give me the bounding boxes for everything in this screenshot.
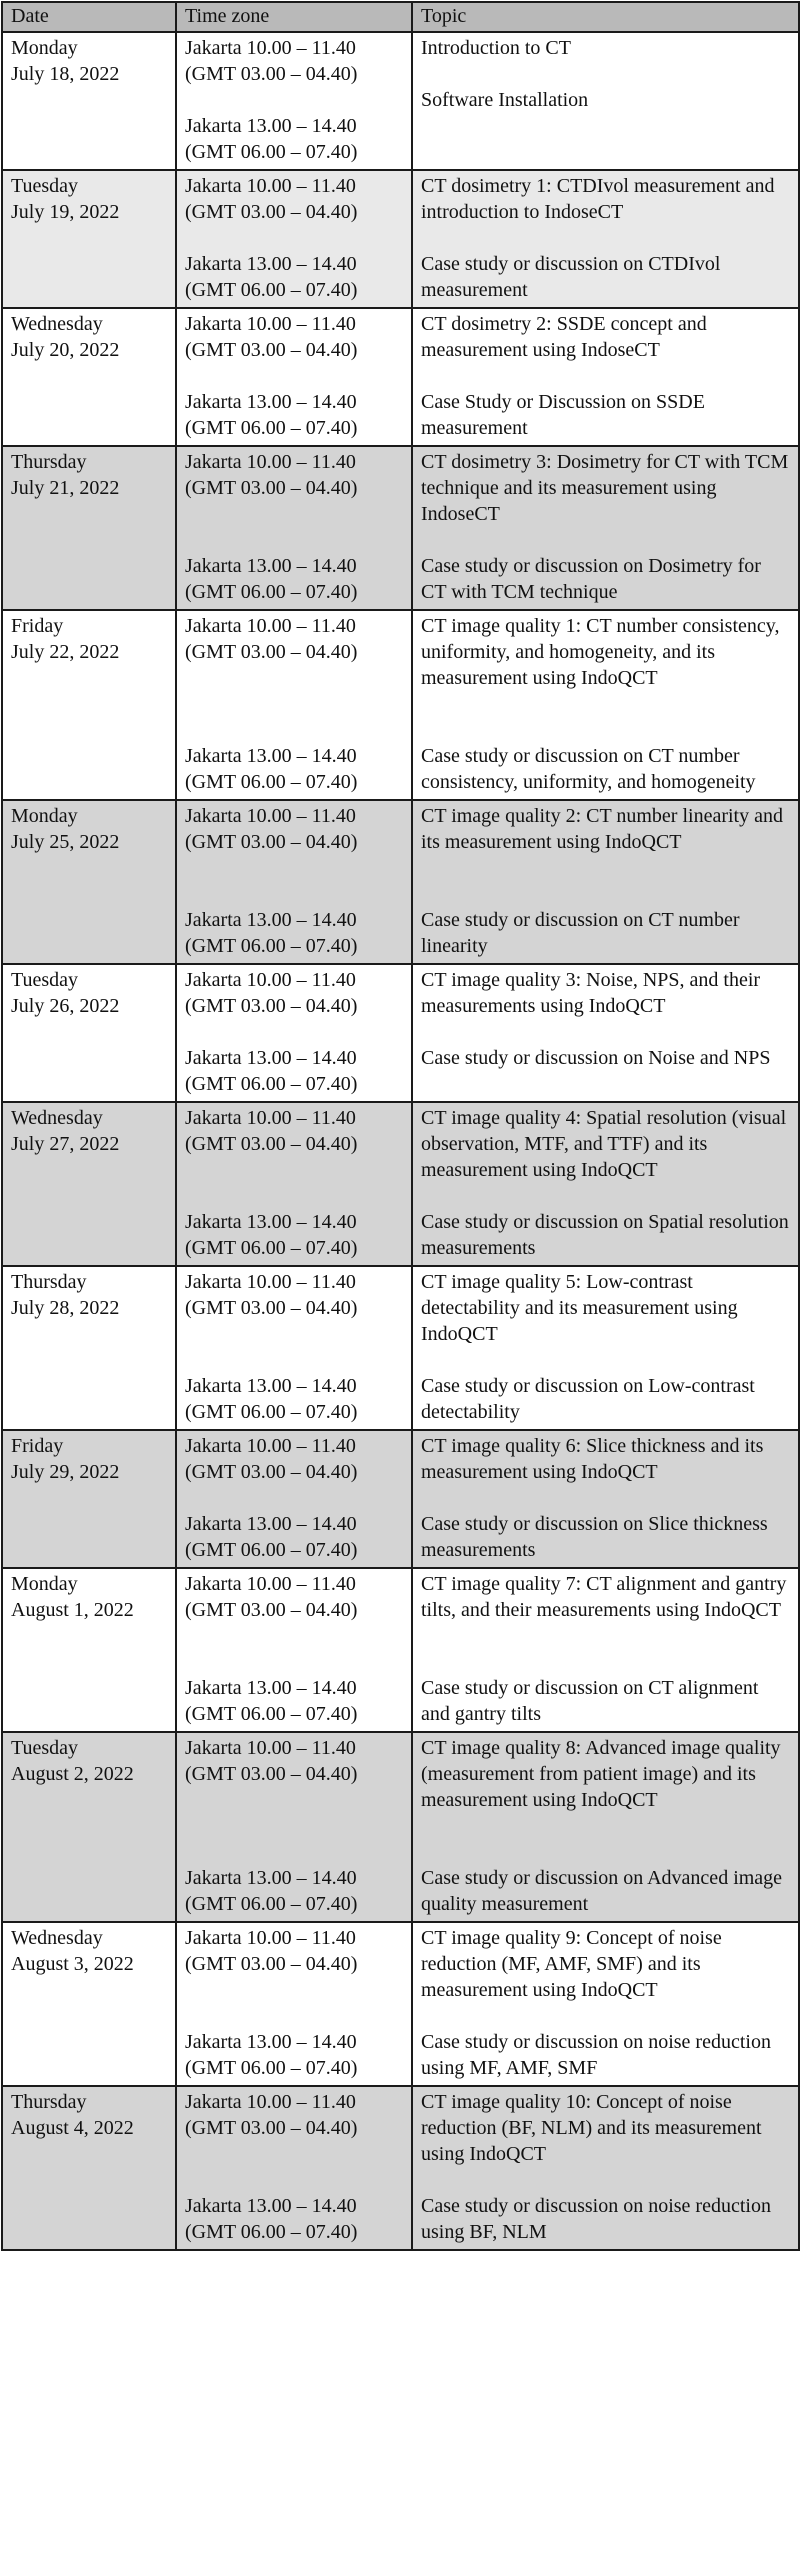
morning-topic: CT image quality 2: CT number linearity and its measurement using IndoQCT xyxy=(421,805,783,853)
topic-cell xyxy=(412,800,799,964)
afternoon-gmt-time: (GMT 06.00 – 07.40) xyxy=(185,141,358,163)
time-zone-cell xyxy=(176,446,412,610)
afternoon-gmt-time: (GMT 06.00 – 07.40) xyxy=(185,2221,358,2243)
time-zone-cell xyxy=(176,1732,412,1922)
afternoon-jakarta-time: Jakarta 13.00 – 14.40 xyxy=(185,2031,357,2053)
afternoon-gmt-time: (GMT 06.00 – 07.40) xyxy=(185,1073,358,1095)
morning-topic: Introduction to CT xyxy=(421,37,571,59)
morning-gmt-time: (GMT 03.00 – 04.40) xyxy=(185,477,358,499)
afternoon-topic: Case study or discussion on CT alignment and gantry tilts xyxy=(421,1677,759,1725)
morning-slot xyxy=(185,173,403,225)
afternoon-topic: Case study or discussion on Dosimetry for CT with TCM technique xyxy=(421,555,761,603)
afternoon-topic: Case study or discussion on Low-contrast detectability xyxy=(421,1375,755,1423)
morning-slot xyxy=(185,35,403,87)
morning-topic: CT image quality 1: CT number consistency, uniformity, and homogeneity, and its measurement using IndoQCT xyxy=(421,615,780,689)
day-name: Monday xyxy=(11,805,78,827)
topic-cell xyxy=(412,964,799,1102)
date-text: July 18, 2022 xyxy=(11,63,120,85)
date-cell xyxy=(2,1430,176,1568)
morning-topic: CT dosimetry 3: Dosimetry for CT with TCM technique and its measurement using IndoseCT xyxy=(421,451,789,525)
topic-cell xyxy=(412,1266,799,1430)
header-time-zone: Time zone xyxy=(176,2,412,32)
morning-slot xyxy=(185,967,403,1019)
date-text: August 1, 2022 xyxy=(11,1599,134,1621)
afternoon-gmt-time: (GMT 06.00 – 07.40) xyxy=(185,279,358,301)
date-cell xyxy=(2,2086,176,2250)
morning-gmt-time: (GMT 03.00 – 04.40) xyxy=(185,1461,358,1483)
date-cell xyxy=(2,1922,176,2086)
day-name: Thursday xyxy=(11,451,87,473)
day-name: Wednesday xyxy=(11,1107,103,1129)
header-row xyxy=(2,2,799,32)
afternoon-topic: Case study or discussion on CTDIvol measurement xyxy=(421,253,721,301)
morning-gmt-time: (GMT 03.00 – 04.40) xyxy=(185,63,358,85)
header-date: Date xyxy=(2,2,176,32)
date-text: August 3, 2022 xyxy=(11,1953,134,1975)
afternoon-jakarta-time: Jakarta 13.00 – 14.40 xyxy=(185,391,357,413)
morning-topic: CT image quality 10: Concept of noise reduction (BF, NLM) and its measurement using IndoQCT xyxy=(421,2091,762,2165)
topic-cell xyxy=(412,1922,799,2086)
afternoon-slot xyxy=(185,2029,403,2081)
schedule-row xyxy=(2,2086,799,2250)
morning-jakarta-time: Jakarta 10.00 – 11.40 xyxy=(185,969,356,991)
morning-topic: CT image quality 9: Concept of noise reduction (MF, AMF, SMF) and its measurement using IndoQCT xyxy=(421,1927,722,2001)
morning-gmt-time: (GMT 03.00 – 04.40) xyxy=(185,995,358,1017)
morning-gmt-time: (GMT 03.00 – 04.40) xyxy=(185,339,358,361)
afternoon-gmt-time: (GMT 06.00 – 07.40) xyxy=(185,1237,358,1259)
afternoon-topic: Case Study or Discussion on SSDE measurement xyxy=(421,391,705,439)
schedule-row xyxy=(2,1568,799,1732)
date-cell xyxy=(2,308,176,446)
time-zone-cell xyxy=(176,1922,412,2086)
afternoon-gmt-time: (GMT 06.00 – 07.40) xyxy=(185,2057,358,2079)
morning-jakarta-time: Jakarta 10.00 – 11.40 xyxy=(185,1107,356,1129)
morning-gmt-time: (GMT 03.00 – 04.40) xyxy=(185,201,358,223)
afternoon-jakarta-time: Jakarta 13.00 – 14.40 xyxy=(185,1867,357,1889)
day-name: Thursday xyxy=(11,1271,87,1293)
date-text: July 26, 2022 xyxy=(11,995,120,1017)
afternoon-jakarta-time: Jakarta 13.00 – 14.40 xyxy=(185,745,357,767)
time-zone-cell xyxy=(176,964,412,1102)
morning-slot xyxy=(185,2089,403,2141)
afternoon-jakarta-time: Jakarta 13.00 – 14.40 xyxy=(185,909,357,931)
afternoon-slot xyxy=(185,389,403,441)
morning-jakarta-time: Jakarta 10.00 – 11.40 xyxy=(185,2091,356,2113)
day-name: Monday xyxy=(11,1573,78,1595)
schedule-row xyxy=(2,800,799,964)
date-text: July 28, 2022 xyxy=(11,1297,120,1319)
afternoon-slot xyxy=(185,1511,403,1563)
date-text: August 2, 2022 xyxy=(11,1763,134,1785)
afternoon-jakarta-time: Jakarta 13.00 – 14.40 xyxy=(185,1677,357,1699)
afternoon-slot xyxy=(185,1373,403,1425)
afternoon-gmt-time: (GMT 06.00 – 07.40) xyxy=(185,1539,358,1561)
schedule-row xyxy=(2,1102,799,1266)
day-name: Wednesday xyxy=(11,1927,103,1949)
schedule-table xyxy=(1,1,800,2251)
afternoon-jakarta-time: Jakarta 13.00 – 14.40 xyxy=(185,1513,357,1535)
date-cell xyxy=(2,1568,176,1732)
morning-gmt-time: (GMT 03.00 – 04.40) xyxy=(185,1133,358,1155)
date-cell xyxy=(2,800,176,964)
afternoon-slot xyxy=(185,2193,403,2245)
morning-jakarta-time: Jakarta 10.00 – 11.40 xyxy=(185,1271,356,1293)
day-name: Thursday xyxy=(11,2091,87,2113)
morning-topic: CT image quality 3: Noise, NPS, and their measurements using IndoQCT xyxy=(421,969,761,1017)
afternoon-slot xyxy=(185,1045,403,1097)
date-text: July 25, 2022 xyxy=(11,831,120,853)
morning-topic: CT dosimetry 2: SSDE concept and measurement using IndoseCT xyxy=(421,313,707,361)
afternoon-topic: Case study or discussion on noise reduction using MF, AMF, SMF xyxy=(421,2031,771,2079)
date-cell xyxy=(2,170,176,308)
morning-jakarta-time: Jakarta 10.00 – 11.40 xyxy=(185,313,356,335)
time-zone-cell xyxy=(176,170,412,308)
morning-jakarta-time: Jakarta 10.00 – 11.40 xyxy=(185,37,356,59)
day-name: Monday xyxy=(11,37,78,59)
date-cell xyxy=(2,1266,176,1430)
topic-cell xyxy=(412,308,799,446)
afternoon-jakarta-time: Jakarta 13.00 – 14.40 xyxy=(185,1375,357,1397)
schedule-row xyxy=(2,610,799,800)
schedule-row xyxy=(2,32,799,170)
afternoon-slot xyxy=(185,113,403,165)
date-cell xyxy=(2,964,176,1102)
morning-topic: CT image quality 4: Spatial resolution (visual observation, MTF, and TTF) and its measurement using IndoQCT xyxy=(421,1107,787,1181)
afternoon-gmt-time: (GMT 06.00 – 07.40) xyxy=(185,935,358,957)
date-text: July 21, 2022 xyxy=(11,477,120,499)
afternoon-gmt-time: (GMT 06.00 – 07.40) xyxy=(185,771,358,793)
morning-gmt-time: (GMT 03.00 – 04.40) xyxy=(185,2117,358,2139)
morning-slot xyxy=(185,1269,403,1321)
time-zone-cell xyxy=(176,1266,412,1430)
date-text: July 29, 2022 xyxy=(11,1461,120,1483)
morning-jakarta-time: Jakarta 10.00 – 11.40 xyxy=(185,1927,356,1949)
schedule-row xyxy=(2,446,799,610)
morning-topic: CT image quality 8: Advanced image quality (measurement from patient image) and its measurement using IndoQCT xyxy=(421,1737,781,1811)
afternoon-topic: Case study or discussion on Advanced image quality measurement xyxy=(421,1867,783,1915)
morning-topic: CT image quality 6: Slice thickness and its measurement using IndoQCT xyxy=(421,1435,764,1483)
topic-cell xyxy=(412,1732,799,1922)
topic-cell xyxy=(412,1430,799,1568)
afternoon-topic: Software Installation xyxy=(421,89,589,111)
date-text: July 22, 2022 xyxy=(11,641,120,663)
afternoon-topic: Case study or discussion on noise reduction using BF, NLM xyxy=(421,2195,771,2243)
morning-jakarta-time: Jakarta 10.00 – 11.40 xyxy=(185,1737,356,1759)
afternoon-slot xyxy=(185,1675,403,1727)
afternoon-slot xyxy=(185,251,403,303)
date-cell xyxy=(2,446,176,610)
morning-jakarta-time: Jakarta 10.00 – 11.40 xyxy=(185,805,356,827)
schedule-row xyxy=(2,964,799,1102)
time-zone-cell xyxy=(176,610,412,800)
time-zone-cell xyxy=(176,1102,412,1266)
morning-slot xyxy=(185,1735,403,1787)
header-topic: Topic xyxy=(412,2,799,32)
day-name: Tuesday xyxy=(11,969,79,991)
morning-gmt-time: (GMT 03.00 – 04.40) xyxy=(185,641,358,663)
afternoon-gmt-time: (GMT 06.00 – 07.40) xyxy=(185,581,358,603)
morning-topic: CT dosimetry 1: CTDIvol measurement and introduction to IndoseCT xyxy=(421,175,775,223)
afternoon-topic: Case study or discussion on CT number consistency, uniformity, and homogeneity xyxy=(421,745,756,793)
morning-slot xyxy=(185,613,403,665)
afternoon-topic: Case study or discussion on Spatial resolution measurements xyxy=(421,1211,789,1259)
schedule-body xyxy=(2,32,799,2250)
time-zone-cell xyxy=(176,800,412,964)
topic-cell xyxy=(412,170,799,308)
morning-jakarta-time: Jakarta 10.00 – 11.40 xyxy=(185,615,356,637)
afternoon-topic: Case study or discussion on CT number linearity xyxy=(421,909,740,957)
date-cell xyxy=(2,1102,176,1266)
afternoon-slot xyxy=(185,553,403,605)
morning-topic: CT image quality 7: CT alignment and gantry tilts, and their measurements using IndoQCT xyxy=(421,1573,787,1621)
date-text: August 4, 2022 xyxy=(11,2117,134,2139)
time-zone-cell xyxy=(176,2086,412,2250)
morning-jakarta-time: Jakarta 10.00 – 11.40 xyxy=(185,1435,356,1457)
time-zone-cell xyxy=(176,308,412,446)
schedule-row xyxy=(2,308,799,446)
date-text: July 20, 2022 xyxy=(11,339,120,361)
afternoon-jakarta-time: Jakarta 13.00 – 14.40 xyxy=(185,1047,357,1069)
time-zone-cell xyxy=(176,1568,412,1732)
schedule-row xyxy=(2,1266,799,1430)
afternoon-topic: Case study or discussion on Noise and NPS xyxy=(421,1047,771,1069)
afternoon-gmt-time: (GMT 06.00 – 07.40) xyxy=(185,1703,358,1725)
date-cell xyxy=(2,32,176,170)
topic-cell xyxy=(412,1568,799,1732)
morning-slot xyxy=(185,1105,403,1157)
date-text: July 19, 2022 xyxy=(11,201,120,223)
morning-slot xyxy=(185,311,403,363)
morning-topic: CT image quality 5: Low-contrast detectability and its measurement using IndoQCT xyxy=(421,1271,738,1345)
morning-slot xyxy=(185,1571,403,1623)
schedule-row xyxy=(2,1430,799,1568)
afternoon-jakarta-time: Jakarta 13.00 – 14.40 xyxy=(185,253,357,275)
time-zone-cell xyxy=(176,32,412,170)
schedule-row xyxy=(2,1732,799,1922)
afternoon-slot xyxy=(185,1209,403,1261)
morning-gmt-time: (GMT 03.00 – 04.40) xyxy=(185,831,358,853)
day-name: Tuesday xyxy=(11,1737,79,1759)
schedule-row xyxy=(2,1922,799,2086)
topic-cell xyxy=(412,32,799,170)
morning-slot xyxy=(185,449,403,501)
time-zone-cell xyxy=(176,1430,412,1568)
topic-cell xyxy=(412,1102,799,1266)
morning-gmt-time: (GMT 03.00 – 04.40) xyxy=(185,1297,358,1319)
afternoon-slot xyxy=(185,1865,403,1917)
morning-gmt-time: (GMT 03.00 – 04.40) xyxy=(185,1763,358,1785)
morning-slot xyxy=(185,1925,403,1977)
topic-cell xyxy=(412,610,799,800)
afternoon-gmt-time: (GMT 06.00 – 07.40) xyxy=(185,1401,358,1423)
topic-cell xyxy=(412,446,799,610)
morning-slot xyxy=(185,1433,403,1485)
afternoon-jakarta-time: Jakarta 13.00 – 14.40 xyxy=(185,555,357,577)
day-name: Tuesday xyxy=(11,175,79,197)
topic-cell xyxy=(412,2086,799,2250)
morning-gmt-time: (GMT 03.00 – 04.40) xyxy=(185,1953,358,1975)
schedule-row xyxy=(2,170,799,308)
afternoon-jakarta-time: Jakarta 13.00 – 14.40 xyxy=(185,1211,357,1233)
day-name: Friday xyxy=(11,1435,64,1457)
afternoon-slot xyxy=(185,907,403,959)
date-cell xyxy=(2,1732,176,1922)
day-name: Friday xyxy=(11,615,64,637)
morning-jakarta-time: Jakarta 10.00 – 11.40 xyxy=(185,175,356,197)
afternoon-gmt-time: (GMT 06.00 – 07.40) xyxy=(185,1893,358,1915)
morning-gmt-time: (GMT 03.00 – 04.40) xyxy=(185,1599,358,1621)
afternoon-gmt-time: (GMT 06.00 – 07.40) xyxy=(185,417,358,439)
date-cell xyxy=(2,610,176,800)
morning-slot xyxy=(185,803,403,855)
morning-jakarta-time: Jakarta 10.00 – 11.40 xyxy=(185,1573,356,1595)
morning-jakarta-time: Jakarta 10.00 – 11.40 xyxy=(185,451,356,473)
afternoon-jakarta-time: Jakarta 13.00 – 14.40 xyxy=(185,2195,357,2217)
day-name: Wednesday xyxy=(11,313,103,335)
date-text: July 27, 2022 xyxy=(11,1133,120,1155)
afternoon-jakarta-time: Jakarta 13.00 – 14.40 xyxy=(185,115,357,137)
afternoon-slot xyxy=(185,743,403,795)
afternoon-topic: Case study or discussion on Slice thickness measurements xyxy=(421,1513,768,1561)
